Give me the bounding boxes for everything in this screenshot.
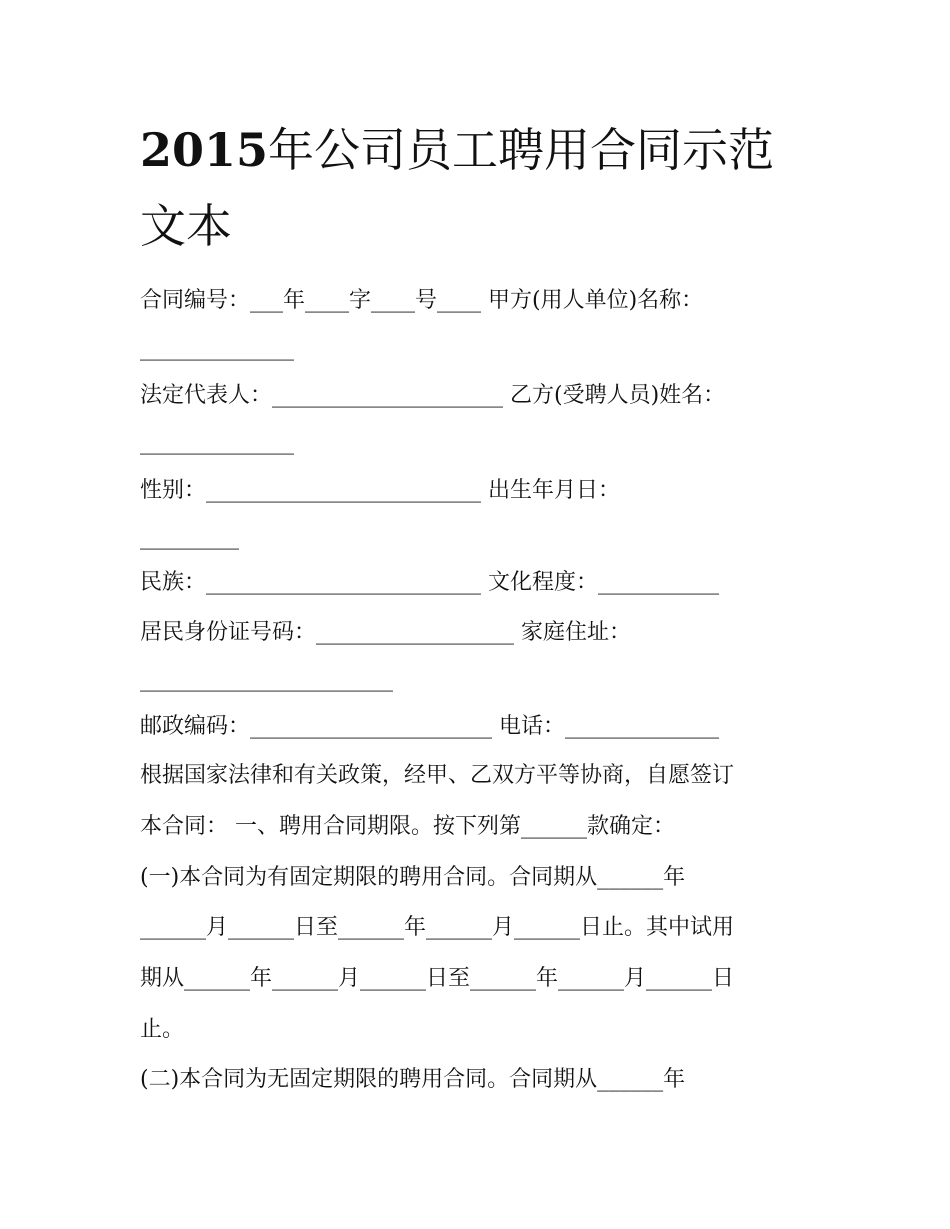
text-line-birthdate-blank: _________ [140,525,239,550]
text-line-contract-number: 合同编号：___年____字____号____ 甲方(用人单位)名称： [140,288,704,313]
title-line1-text: 年公司员工聘用合同示范 [268,123,775,177]
text-line-employee-name-blank: ______________ [140,430,294,455]
text-line-probation-end: 止。 [140,1017,185,1042]
text-line-probation-dates: 期从______年______月______日至______年______月______日 [140,966,735,991]
text-line-ethnicity: 民族：_________________________ 文化程度：___________ [140,570,719,595]
title-line2-text: 文本 [140,199,232,253]
text-line-postal-code: 邮政编码：______________________ 电话：______________ [140,714,719,739]
text-line-address-blank: _______________________ [140,667,393,692]
text-line-employer-name-blank: ______________ [140,336,294,361]
text-line-term-clause: 本合同： 一、聘用合同期限。按下列第______款确定： [140,814,675,839]
text-line-preamble: 根据国家法律和有关政策，经甲、乙双方平等协商，自愿签订 [140,763,735,788]
text-line-legal-rep: 法定代表人：_____________________ 乙方(受聘人员)姓名： [140,383,726,408]
text-line-fixed-term: (一)本合同为有固定期限的聘用合同。合同期从______年 [140,865,686,890]
document-title [140,112,820,264]
title-year: 2015 [140,123,269,177]
text-line-open-term: (二)本合同为无固定期限的聘用合同。合同期从______年 [140,1067,686,1092]
text-line-id-number: 居民身份证号码：__________________ 家庭住址： [140,620,631,645]
text-line-gender: 性别：_________________________ 出生年月日： [140,478,620,503]
text-line-fixed-term-dates: ______月______日至______年______月______日止。其中试用 [140,915,735,940]
